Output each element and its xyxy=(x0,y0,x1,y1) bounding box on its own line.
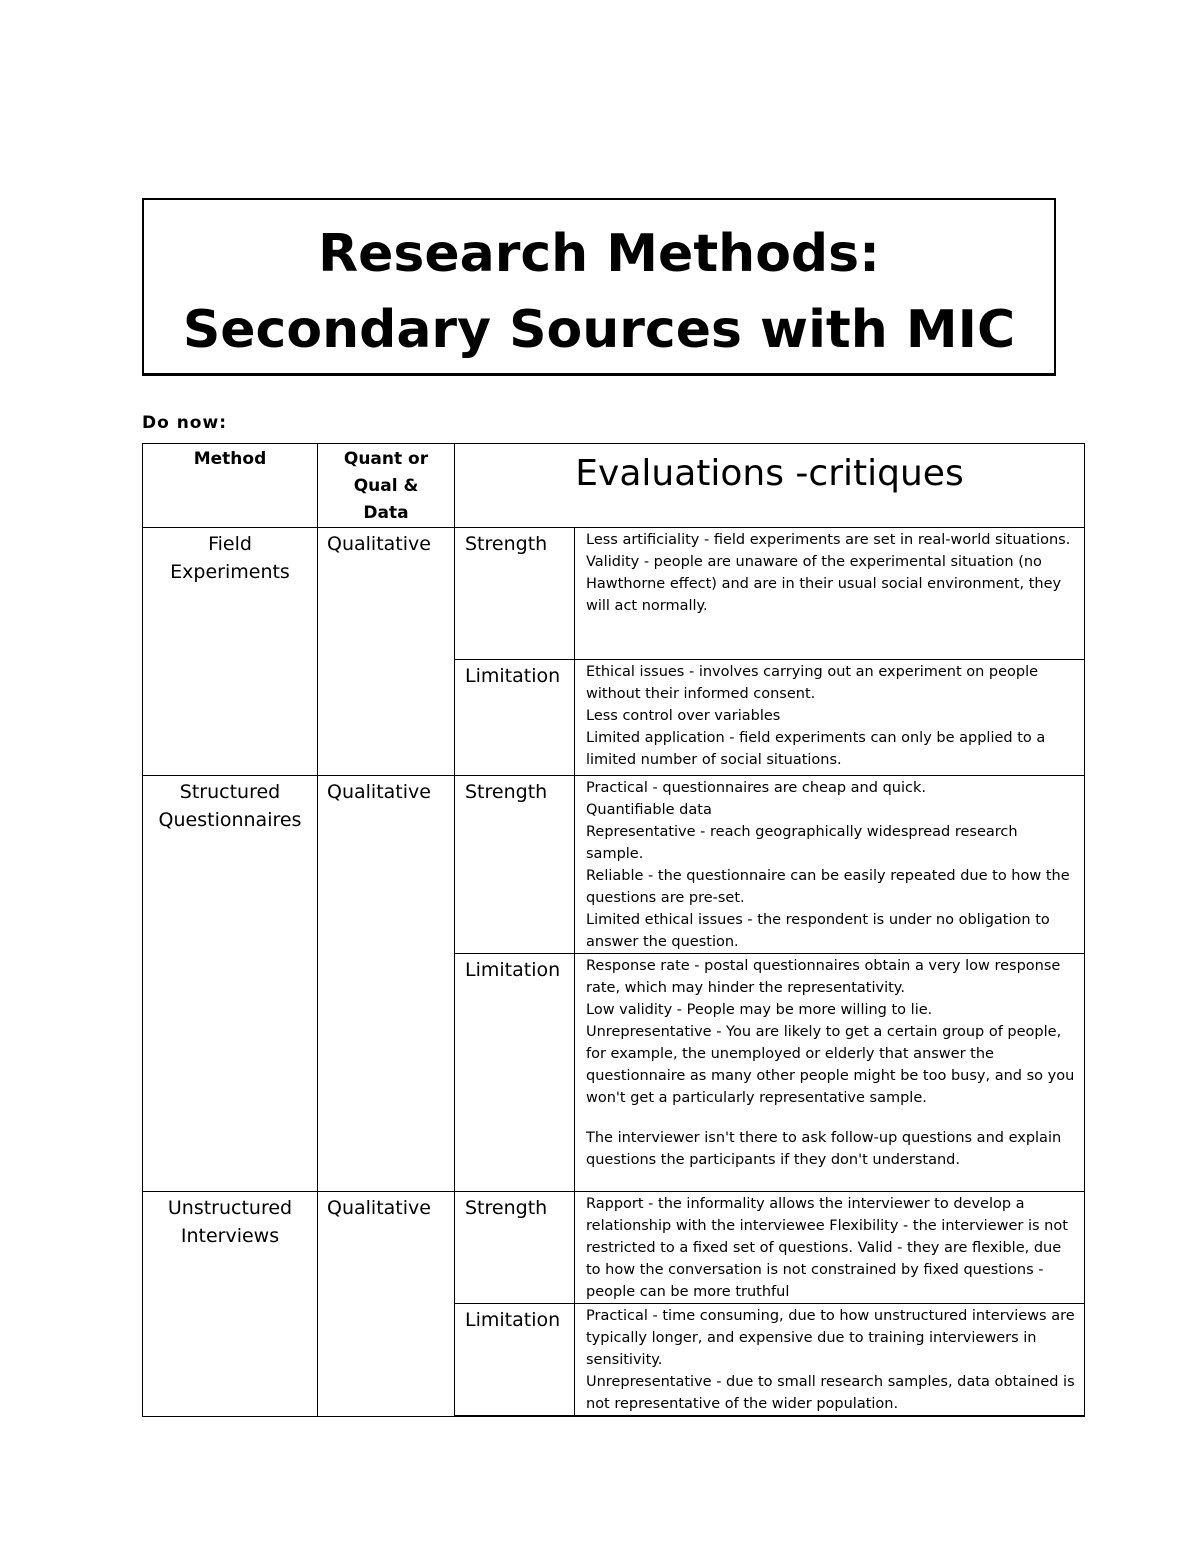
method-name-line-2: Interviews xyxy=(180,1225,280,1247)
strength-text xyxy=(575,1192,1085,1304)
header-method xyxy=(143,444,318,528)
limitation-label: Limitation xyxy=(455,1304,575,1417)
data-type-cell: Qualitative xyxy=(318,528,455,776)
strength-label: Strength xyxy=(455,528,575,660)
method-cell xyxy=(143,528,318,776)
method-cell xyxy=(143,776,318,1192)
limitation-text xyxy=(575,1304,1085,1417)
strength-label: Strength xyxy=(455,1192,575,1304)
evaluation-table xyxy=(142,443,1085,1417)
strength-point: Practical - questionnaires are cheap and quick. xyxy=(586,780,926,796)
limitation-point: Response rate - postal questionnaires obtain a very low response rate, which may hinder the representativity. xyxy=(586,958,1061,996)
limitation-label: Limitation xyxy=(455,954,575,1192)
table-row-interviews-strength xyxy=(143,1192,1085,1304)
limitation-text xyxy=(575,954,1085,1192)
page-title-line-1: Research Methods: xyxy=(318,224,880,284)
limitation-point: Unrepresentative - due to small research samples, data obtained is not representative of the wider population. xyxy=(586,1374,1075,1412)
header-row xyxy=(143,444,1085,528)
header-evaluations xyxy=(455,444,1085,528)
header-quant-line-2: Qual & xyxy=(353,476,419,496)
header-quant-line-1: Quant or xyxy=(343,449,429,469)
strength-text xyxy=(575,776,1085,954)
limitation-point: Limited application - field experiments can only be applied to a limited number of social situations. xyxy=(586,730,1046,768)
page-title-line-2: Secondary Sources with MIC xyxy=(182,300,1016,360)
strength-point: Reliable - the questionnaire can be easily repeated due to how the questions are pre-set. xyxy=(586,868,1070,906)
header-quant-qual xyxy=(318,444,455,528)
title-box xyxy=(142,198,1056,376)
method-cell xyxy=(143,1192,318,1417)
strength-label: Strength xyxy=(455,776,575,954)
method-name-line-1: Structured xyxy=(179,781,281,803)
method-name-line-1: Field xyxy=(208,533,252,555)
strength-point: Validity - people are unaware of the experimental situation (no Hawthorne effect) and are in their usual social environment, they will act normally. xyxy=(586,554,1062,614)
strength-point: Limited ethical issues - the respondent is under no obligation to answer the question. xyxy=(586,912,1050,950)
method-name-line-2: Questionnaires xyxy=(158,809,302,831)
strength-point: Rapport - the informality allows the interviewer to develop a relationship with the interviewee Flexibility - the interviewer is not restricted to a fixed set of questions. Valid - they are flexible, due to how the conversation is not constrained by fixed questions - people can be more truthful xyxy=(586,1196,1068,1300)
limitation-point: Less control over variables xyxy=(586,708,781,724)
strength-text xyxy=(575,528,1085,660)
method-name-line-1: Unstructured xyxy=(167,1197,293,1219)
header-evaluations-label: Evaluations -critiques xyxy=(575,453,964,494)
limitation-point: The interviewer isn't there to ask follow-up questions and explain questions the participants if they don't understand. xyxy=(586,1130,1062,1168)
header-quant-line-3: Data xyxy=(363,503,409,523)
do-now-label: Do now: xyxy=(142,413,227,433)
limitation-text xyxy=(575,660,1085,776)
table-row-questionnaires-strength xyxy=(143,776,1085,954)
table-row-field-experiments-strength xyxy=(143,528,1085,660)
data-type-cell: Qualitative xyxy=(318,776,455,1192)
limitation-point: Practical - time consuming, due to how unstructured interviews are typically longer, and expensive due to training interviewers in sensitivity. xyxy=(586,1308,1075,1368)
strength-point: Less artificiality - field experiments are set in real-world situations. xyxy=(586,532,1071,548)
header-method-label: Method xyxy=(193,449,267,469)
data-type-cell: Qualitative xyxy=(318,1192,455,1417)
strength-point: Representative - reach geographically widespread research sample. xyxy=(586,824,1018,862)
method-name-line-2: Experiments xyxy=(170,561,290,583)
limitation-point: Unrepresentative - You are likely to get a certain group of people, for example, the unemployed or elderly that answer the questionnaire as many other people might be too busy, and so you won't get a particularly representative sample. xyxy=(586,1024,1075,1106)
limitation-label: Limitation xyxy=(455,660,575,776)
limitation-point: Low validity - People may be more willing to lie. xyxy=(586,1002,933,1018)
strength-point: Quantifiable data xyxy=(586,802,712,818)
limitation-point: Ethical issues - involves carrying out an experiment on people without their informed consent. xyxy=(586,664,1039,702)
